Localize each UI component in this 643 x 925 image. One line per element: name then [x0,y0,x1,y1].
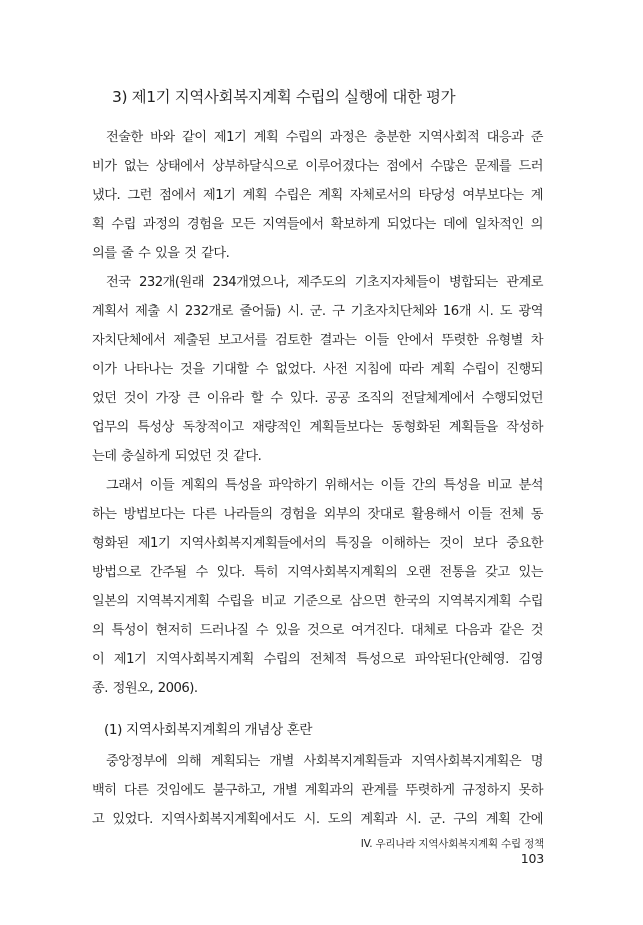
text-line: 종. 정원오, 2006). [92,681,198,696]
text-line: 획 수립 과정의 경험을 모든 지역들에서 확보하게 되었다는 데에 일차적인 의 [92,217,543,232]
page-body [92,85,543,834]
text-line: 그래서 이들 계획의 특성을 파악하기 위해서는 이들 간의 특성을 비교 분석 [106,478,543,493]
paragraph-1 [92,123,543,268]
text-line: 백히 다른 것임에도 불구하고, 개별 계획과의 관계를 뚜렷하게 규정하지 못하 [92,783,543,798]
text-line: 고 있었다. 지역사회복지계획에서도 시. 도의 계획과 시. 군. 구의 계획 간에 [92,812,543,827]
text-line: 중앙정부에 의해 계획되는 개별 사회복지계획들과 지역사회복지계획은 명 [106,754,543,769]
text-line: 일본의 지역복지계획 수립을 비교 기준으로 삼으면 한국의 지역복지계획 수립 [92,594,543,609]
text-line: 계획서 제출 시 232개로 줄어듦) 시. 군. 구 기초자치단체와 16개 시. 도 광역 [92,304,543,319]
text-line: 자치단체에서 제출된 보고서를 검토한 결과는 이들 안에서 뚜렷한 유형별 차 [92,333,543,348]
text-line: 업무의 특성상 독창적이고 재량적인 계획들보다는 동형화된 계획들을 작성하 [92,420,543,435]
text-line: 이가 나타나는 것을 기대할 수 없었다. 사전 지침에 따라 계획 수립이 진행되 [92,362,543,377]
text-line: 이 제1기 지역사회복지계획 수립의 전체적 특성으로 파악된다(안혜영. 김영 [92,652,543,667]
subsection-heading: (1) 지역사회복지계획의 개념상 혼란 [104,722,313,738]
paragraph-3 [92,471,543,703]
paragraph-4 [92,747,543,834]
section-heading: 3) 제1기 지역사회복지계획 수립의 실행에 대한 평가 [112,88,456,106]
page-number: 103 [520,851,544,866]
text-line: 냈다. 그런 점에서 제1기 계획 수립은 계획 자체로서의 타당성 여부보다는 계 [92,188,543,203]
text-line: 하는 방법보다는 다른 나라들의 경험을 외부의 잣대로 활용해서 이들 전체 동 [92,507,543,522]
text-line: 방법으로 간주될 수 있다. 특히 지역사회복지계획의 오랜 전통을 갖고 있는 [92,565,543,580]
running-title: IV. 우리나라 지역사회복지계획 수립 정책 [360,838,544,850]
text-line: 의 특성이 현저히 드러나질 수 있을 것으로 여겨진다. 대체로 다음과 같은 것 [92,623,543,638]
text-line: 전국 232개(원래 234개였으나, 제주도의 기초지자체들이 병합되는 관계로 [106,275,543,290]
text-line: 의를 줄 수 있을 것 같다. [92,246,230,261]
text-line: 형화된 제1기 지역사회복지계획들에서의 특징을 이해하는 것이 보다 중요한 [92,536,543,551]
text-line: 전술한 바와 같이 제1기 계획 수립의 과정은 충분한 지역사회적 대응과 준 [106,130,543,145]
text-line: 었던 것이 가장 큰 이유라 할 수 있다. 공공 조직의 전달체계에서 수행되었던 [92,391,543,406]
page-footer [330,836,544,866]
text-line: 비가 없는 상태에서 상부하달식으로 이루어졌다는 점에서 수많은 문제를 드러 [92,159,543,174]
paragraph-2 [92,268,543,471]
text-line: 는데 충실하게 되었던 것 같다. [92,449,262,464]
